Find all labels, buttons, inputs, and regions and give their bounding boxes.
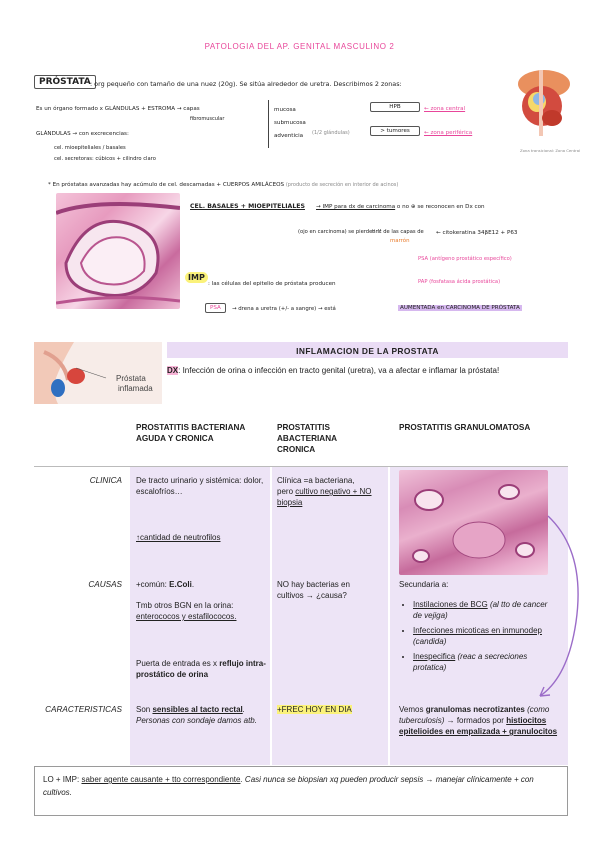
organo-line-text: Es un órgano formado x GLÁNDULAS + ESTROMA <box>36 106 176 112</box>
prostata-label: PRÓSTATA <box>34 75 96 89</box>
diagram-caption: Zona transicional: Zona Central <box>520 148 581 153</box>
caract-vemos: Vemos <box>399 705 424 714</box>
footer-underlined: saber agente causante + tto correspondiente <box>81 775 241 784</box>
row-label-caracteristicas: CARACTERISTICAS <box>45 705 122 714</box>
cel-basales: CEL. BASALES + MIOEPITELIALES <box>190 203 305 210</box>
row-label-causas: CAUSAS <box>88 580 122 589</box>
clinica-abacteriana-b: pero <box>277 487 294 496</box>
imp-para-dx-b: o no ⊕ se reconocen en Dx con <box>396 204 485 210</box>
citokeratina: ← citokeratina 34βE12 + P63 <box>436 230 518 236</box>
causa-inespecifica: Inespecifica <box>413 652 456 661</box>
acumulo-text: * En próstatas avanzadas hay acúmulo de cel. descamadas + CUERPOS AMILÁCEOS <box>48 182 285 188</box>
header-bacteriana: PROSTATITIS BACTERIANA AGUDA Y CRONICA <box>136 423 246 443</box>
caract-tuberculosis: (como tuberculosis) <box>399 705 550 725</box>
causa-inespecifica-note: (reac a secreciones protatica) <box>413 652 528 672</box>
caracteristicas-bacteriana <box>136 704 268 726</box>
capas-brace <box>268 100 269 148</box>
caracteristicas-abacteriana <box>277 704 377 715</box>
footer-lead: LO + IMP: <box>43 775 80 784</box>
image-label-inflamada: inflamada <box>118 384 153 393</box>
se-pierden: (ojo en carcinoma) se pierden !! <box>298 229 382 235</box>
intro-tag: DX <box>167 366 179 375</box>
causas-bacteriana-a <box>136 579 268 590</box>
causas-comun: +común: <box>136 580 167 589</box>
acumulo-note: (producto de secreción en interior de acinos) <box>285 182 399 188</box>
psa-note: PSA (antígeno prostático específico) <box>418 256 512 262</box>
inflamed-prostate-image <box>34 342 162 404</box>
cel-secretoras: cel. secretoras: cúbicos + cilindro claro <box>54 156 156 162</box>
causas-enterococos: enterococos y estafilococos. <box>136 612 237 621</box>
section-title: INFLAMACION DE LA PROSTATA <box>296 346 439 356</box>
capa-submucosa: submucosa <box>274 120 306 126</box>
imp-text: : las células del epitelio de próstata producen <box>208 281 336 287</box>
zona-central: ← zona central <box>424 106 466 112</box>
section-intro <box>167 364 565 377</box>
causas-puerta: Puerta de entrada es x <box>136 659 217 668</box>
caract-granulomas: granulomas necrotizantes <box>425 705 525 714</box>
acumulo-line <box>48 182 398 188</box>
clinica-bacteriana-b: ↑cantidad de neutrofilos <box>136 533 221 542</box>
causas-secundaria: Secundaria a: <box>399 580 449 589</box>
zona-periferica: ← zona periférica <box>424 130 473 136</box>
intro-text: : Infección de orina o infección en tracto genital (uretra), va a afectar e inflamar la próstata! <box>178 366 500 375</box>
caract-frec: +FREC HOY EN DIA <box>277 705 352 714</box>
clinica-abacteriana-a: Clínica =a bacteriana, <box>277 476 355 485</box>
caract-formados: → formados por <box>446 716 504 725</box>
prostata-definition: : org pequeño con tamaño de una nuez (20g). Se sitúa alrededor de uretra. Describimos 2 zonas: <box>90 80 402 88</box>
header-granulomatosa: PROSTATITIS GRANULOMATOSA <box>399 423 531 432</box>
causas-bacteriana-b <box>136 600 268 622</box>
causas-ecoli: E.Coli <box>169 580 192 589</box>
causa-micoticas-note: (candida) <box>413 637 447 646</box>
tincion: tinc de las capas de <box>372 229 424 235</box>
row-label-clinica: CLINICA <box>89 476 122 485</box>
causas-ecoli-dot: . <box>191 580 195 589</box>
caract-histiocitos: histiocitos epitelioides en empalizada + granulocitos <box>399 716 558 736</box>
curved-arrow <box>520 512 582 702</box>
causas-abacteriana: NO hay bacterias en cultivos → ¿causa? <box>277 580 350 600</box>
imp-para-dx-a: → IMP para dx de carcinoma <box>316 204 396 210</box>
caract-son: Son <box>136 705 151 714</box>
caract-sondaje: . Personas con sondaje damos atb. <box>136 705 257 725</box>
page-title: PATOLOGIA DEL AP. GENITAL MASCULINO 2 <box>204 42 395 51</box>
col2-bg <box>272 467 388 765</box>
header-abacteriana: PROSTATITIS ABACTERIANA CRONICA <box>277 423 337 454</box>
causas-reflujo: reflujo intra-prostático de orina <box>136 659 266 679</box>
cel-mioepiteliales: cel. mioepiteliales / basales <box>54 145 126 151</box>
causa-micoticas: Infecciones micoticas en inmunodep <box>413 626 542 635</box>
psa-box: PSA <box>205 303 226 313</box>
tumores-box: > tumores <box>370 126 420 136</box>
estroma-sub: fibromuscular <box>190 116 225 122</box>
capa-mucosa: mucosa <box>274 107 296 113</box>
capa-adventicia: adventicia <box>274 133 304 139</box>
aumentada-carcinoma: AUMENTADA en CARCINOMA DE PRÓSTATA <box>400 305 520 311</box>
causas-bgn: Tmb otros BGN en la orina: <box>136 601 234 610</box>
causas-bacteriana-c <box>136 658 268 680</box>
organo-line <box>36 106 200 112</box>
organo-line-arrow: → capas <box>176 106 200 112</box>
clinica-bacteriana-a: De tracto urinario y sistémica: dolor, escalofríos… <box>136 476 264 496</box>
causa-bcg-note: (al tto de cancer de vejiga) <box>413 600 548 620</box>
marron: marrón <box>390 238 410 244</box>
histology-image-prostate <box>56 193 180 309</box>
clinica-abacteriana-c: cultivo negativo + NO biopsia <box>277 487 372 507</box>
footer-box <box>34 766 568 816</box>
psa-line: → drena a uretra (+/- a sangre) → está <box>232 306 336 312</box>
glandulas-line: GLÁNDULAS → con excrecencias: <box>36 131 129 137</box>
caract-sensibles: sensibles al tacto rectal <box>152 705 243 714</box>
prostate-zone-diagram <box>512 66 572 146</box>
pap-note: PAP (fosfatasa ácida prostática) <box>418 279 501 285</box>
imp-para-dx <box>316 204 485 210</box>
causa-bcg: Instilaciones de BCG <box>413 600 488 609</box>
caracteristicas-granulomatosa <box>399 704 559 737</box>
imp-label: IMP <box>185 272 208 283</box>
hpb-box: HPB <box>370 102 420 112</box>
clinica-abacteriana <box>277 475 385 508</box>
image-label-prostata: Próstata <box>116 374 146 383</box>
footer-italic: . Casi nunca se biopsian xq pueden producir sepsis → manejar clínicamente + con cultivos. <box>43 775 534 797</box>
capas-note: (1/2 glándulas) <box>312 130 350 136</box>
